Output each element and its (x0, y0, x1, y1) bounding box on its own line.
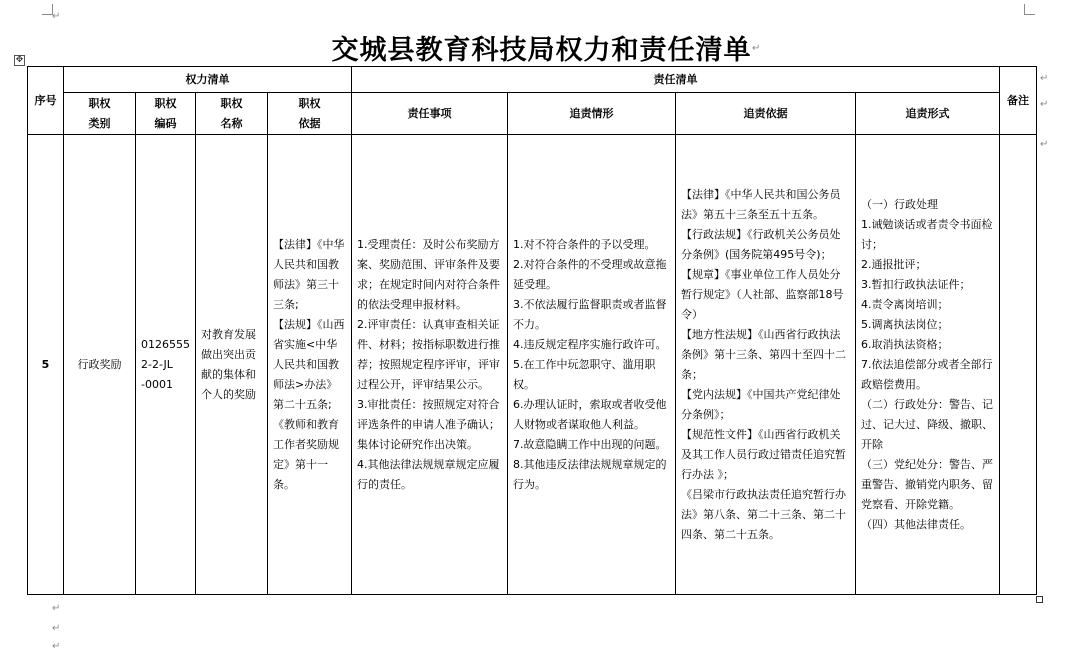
row-end-mark: ↵ (1040, 73, 1049, 84)
header-power-name: 职权 名称 (196, 93, 268, 135)
margin-corner-top-right (1024, 4, 1035, 15)
cell-pursue-forms: （一）行政处理 1.诫勉谈话或者责令书面检讨； 2.通报批评； 3.暂扣行政执法证件； 4.责令离岗培训； 5.调离执法岗位； 6.取消执法资格； 7.依法追偿部分或者全部行政赔偿费用。 （二）行政处分：警告、记过、记大过、降级、撤职、开除 （三）党纪处分：警告、严重警告、撤销党内职务、留党察看、开除党籍。 （四）其他法律责任。 (856, 135, 1000, 595)
header-power-code: 职权 编码 (136, 93, 196, 135)
cell-seq: 5 (28, 135, 64, 595)
header-pursue-basis: 追责依据 (676, 93, 856, 135)
row-end-mark: ↵ (1040, 139, 1049, 150)
header-duty-items: 责任事项 (352, 93, 508, 135)
cell-pursue-basis: 【法律】《中华人民共和国公务员法》第五十三条至五十五条。 【行政法规】《行政机关公务员处分条例》(国务院第495号令)； 【规章】《事业单位工作人员处分暂行规定》（人社部、监察部18号令） 【地方性法规】《山西省行政执法条例》第十三条、第四十至四十二条； 【党内法规】《中国共产党纪律处分条例》； 【规范性文件】《山西省行政机关及其工作人员行政过错责任追究暂行办法 》； 《吕梁市行政执法责任追究暂行办法》第八条、第二十三条、第二十四条、第二十五条。 (676, 135, 856, 595)
cell-duty-items: 1.受理责任：及时公布奖励方案、奖励范围、评审条件及要求；在规定时间内对符合条件的依法受理申报材料。 2.评审责任：认真审查相关证件、材料；按指标职数进行推荐；按照规定程序评审，评审过程公开，评审结果公示。 3.审批责任：按照规定对符合评选条件的申请人准予确认；集体讨论研究作出决策。 4.其他法律法规规章规定应履行的责任。 (352, 135, 508, 595)
cell-power-basis: 【法律】《中华人民共和国教师法》第三十三条; 【法规】《山西省实施<中华人民共和国教师法>办法》第二十五条; 《教师和教育工作者奖励规定》第十一条。 (268, 135, 352, 595)
document-title: 交城县教育科技局权力和责任清单 (331, 35, 752, 66)
paragraph-mark: ↵ (752, 43, 761, 54)
cell-power-code: 0126555 2-2-JL -0001 (136, 135, 196, 595)
power-duty-table (27, 66, 1037, 595)
cell-power-name: 对教育发展做出突出贡献的集体和个人的奖励 (196, 135, 268, 595)
header-power-basis: 职权 依据 (268, 93, 352, 135)
paragraph-mark: ↵ (52, 641, 61, 652)
header-pursue-forms: 追责形式 (856, 93, 1000, 135)
header-duty-list: 责任清单 (352, 67, 1000, 93)
paragraph-mark: ↵ (52, 623, 61, 634)
table-move-handle-icon[interactable]: ✥ (15, 55, 24, 65)
cell-power-type: 行政奖励 (64, 135, 136, 595)
header-power-type: 职权 类别 (64, 93, 136, 135)
header-remark: 备注 (1000, 67, 1037, 135)
header-pursue-cases: 追责情形 (508, 93, 676, 135)
cell-remark (1000, 135, 1037, 595)
paragraph-mark: ↵ (52, 603, 61, 614)
row-end-mark: ↵ (1040, 99, 1049, 110)
header-seq: 序号 (28, 67, 64, 135)
cell-pursue-cases: 1.对不符合条件的予以受理。 2.对符合条件的不受理或故意拖延受理。 3.不依法履行监督职责或者监督不力。 4.违反规定程序实施行政许可。 5.在工作中玩忽职守、滥用职权。 6.办理认证时，索取或者收受他人财物或者谋取他人利益。 7.故意隐瞒工作中出现的问题。 8.其他违反法律法规规章规定的行为。 (508, 135, 676, 595)
table-resize-handle[interactable] (1036, 596, 1043, 603)
table-row (28, 135, 1037, 595)
header-power-list: 权力清单 (64, 67, 352, 93)
paragraph-mark: ↵ (52, 11, 61, 22)
